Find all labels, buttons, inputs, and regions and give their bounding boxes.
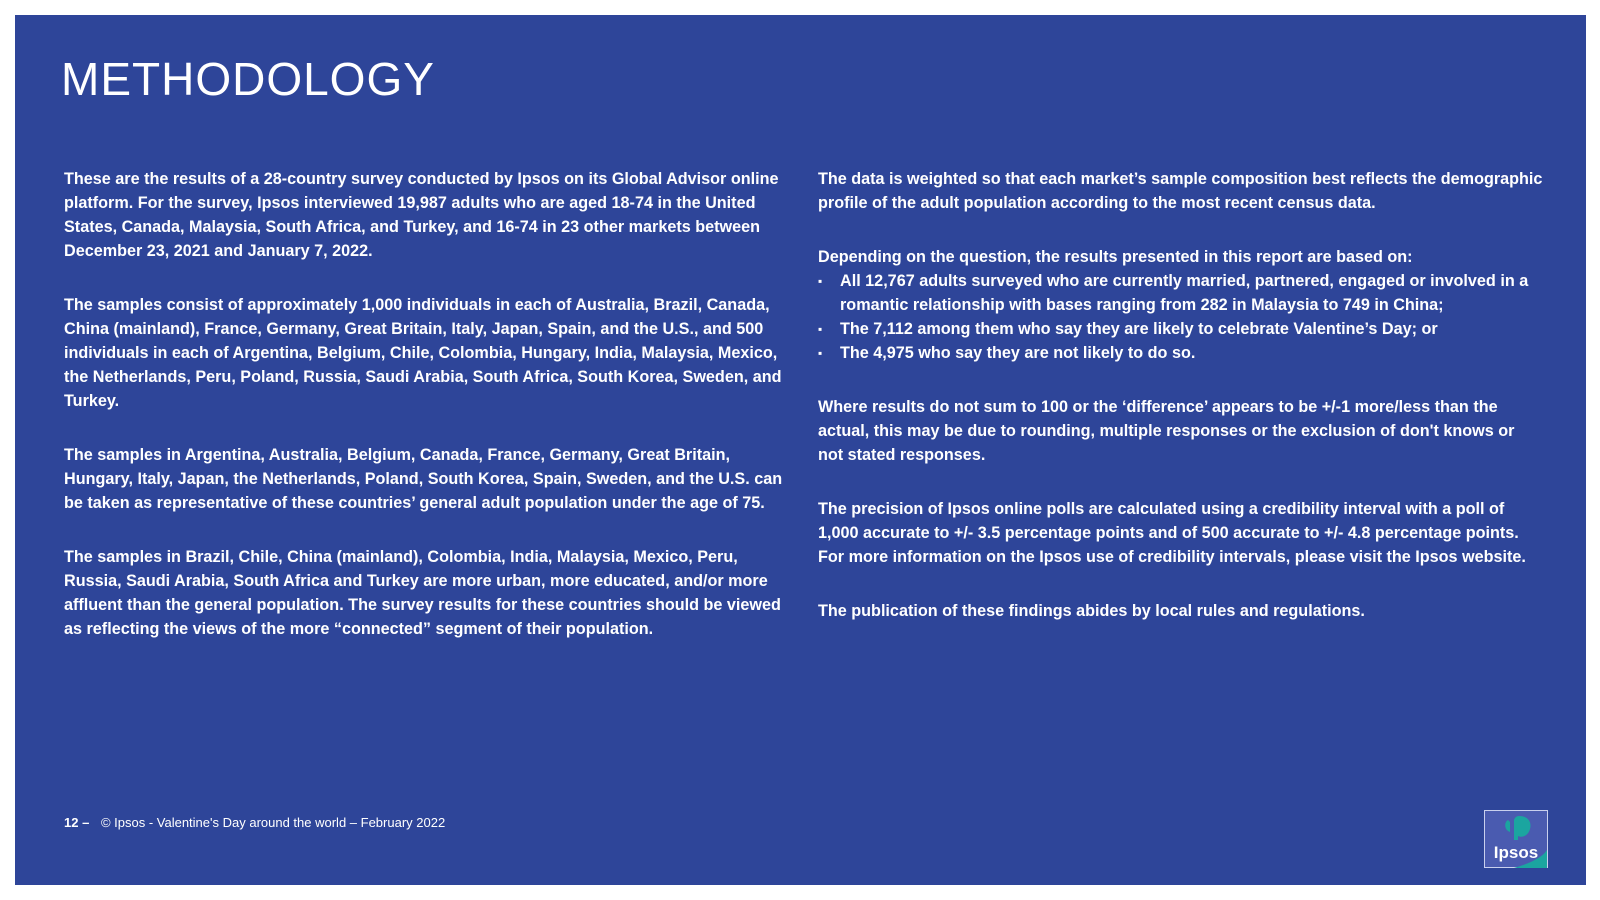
paragraph-rounding: Where results do not sum to 100 or the ‘difference’ appears to be +/-1 more/less than the actual, this may be due to rounding, multiple responses or the exclusion of don't knows or not stated responses. — [818, 398, 1515, 464]
paragraph-survey-overview: These are the results of a 28-country survey conducted by Ipsos on its Global Advisor online platform. For the survey, Ipsos interviewed 19,987 adults who are aged 18-74 in the United States, Canada, Malaysia, South Africa, and Turkey, and 16-74 in 23 other markets between December 23, 2021 and January 7, 2022. — [64, 170, 779, 260]
bases-list — [818, 269, 1543, 365]
list-item — [818, 317, 1543, 341]
paragraph-precision: The precision of Ipsos online polls are calculated using a credibility interval with a poll of 1,000 accurate to +/- 3.5 percentage points and of 500 accurate to +/- 4.8 percentage points. For more information on the Ipsos use of credibility intervals, please visit the Ipsos website. — [818, 500, 1526, 566]
list-item — [818, 341, 1543, 365]
bullet-icon: ▪ — [818, 346, 823, 360]
list-item-text: The 4,975 who say they are not likely to do so. — [840, 344, 1196, 362]
footer-dash: – — [82, 815, 90, 830]
slide — [15, 15, 1586, 885]
list-item-text: The 7,112 among them who say they are likely to celebrate Valentine’s Day; or — [840, 320, 1438, 338]
paragraph-weighting: The data is weighted so that each market’s sample composition best reflects the demographic profile of the adult population according to the most recent census data. — [818, 170, 1543, 212]
paragraph-bases-lead: Depending on the question, the results presented in this report are based on: — [818, 248, 1413, 266]
bullet-icon: ▪ — [818, 322, 823, 336]
logo-text: Ipsos — [1493, 843, 1539, 862]
page-title: METHODOLOGY — [61, 53, 435, 105]
paragraph-sample-sizes: The samples consist of approximately 1,000 individuals in each of Australia, Brazil, Canada, China (mainland), France, Germany, Great Britain, Italy, Japan, Spain, and the U.S., and 500 individuals in each of Argentina, Belgium, Chile, Colombia, Hungary, India, Malaysia, Mexico, the Netherlands, Peru, Poland, Russia, Saudi Arabia, South Africa, South Korea, Sweden, and Turkey. — [64, 296, 782, 410]
paragraph-urban-samples: The samples in Brazil, Chile, China (mainland), Colombia, India, Malaysia, Mexico, Peru, Russia, Saudi Arabia, South Africa and Turkey are more urban, more educated, and/or more affluent than the general population. The survey results for these countries should be viewed as reflecting the views of the more “connected” segment of their population. — [64, 548, 781, 638]
list-item — [818, 269, 1543, 317]
paragraph-representative-samples: The samples in Argentina, Australia, Belgium, Canada, France, Germany, Great Britain, Hungary, Italy, Japan, the Netherlands, Poland, South Korea, Spain, Sweden, and the U.S. can be taken as representative of these countries’ general adult population under the age of 75. — [64, 446, 783, 512]
ipsos-logo — [1484, 810, 1548, 868]
list-item-text: All 12,767 adults surveyed who are currently married, partnered, engaged or involved in a romantic relationship with bases ranging from 282 in Malaysia to 749 in China; — [840, 272, 1529, 314]
page-number: 12 — [64, 815, 79, 830]
paragraph-publication: The publication of these findings abides by local rules and regulations. — [818, 602, 1365, 620]
right-column — [818, 167, 1543, 653]
left-column — [64, 167, 789, 671]
bullet-icon: ▪ — [818, 274, 823, 288]
footer-text: © Ipsos - Valentine's Day around the world – February 2022 — [100, 815, 446, 830]
footer — [64, 815, 445, 830]
